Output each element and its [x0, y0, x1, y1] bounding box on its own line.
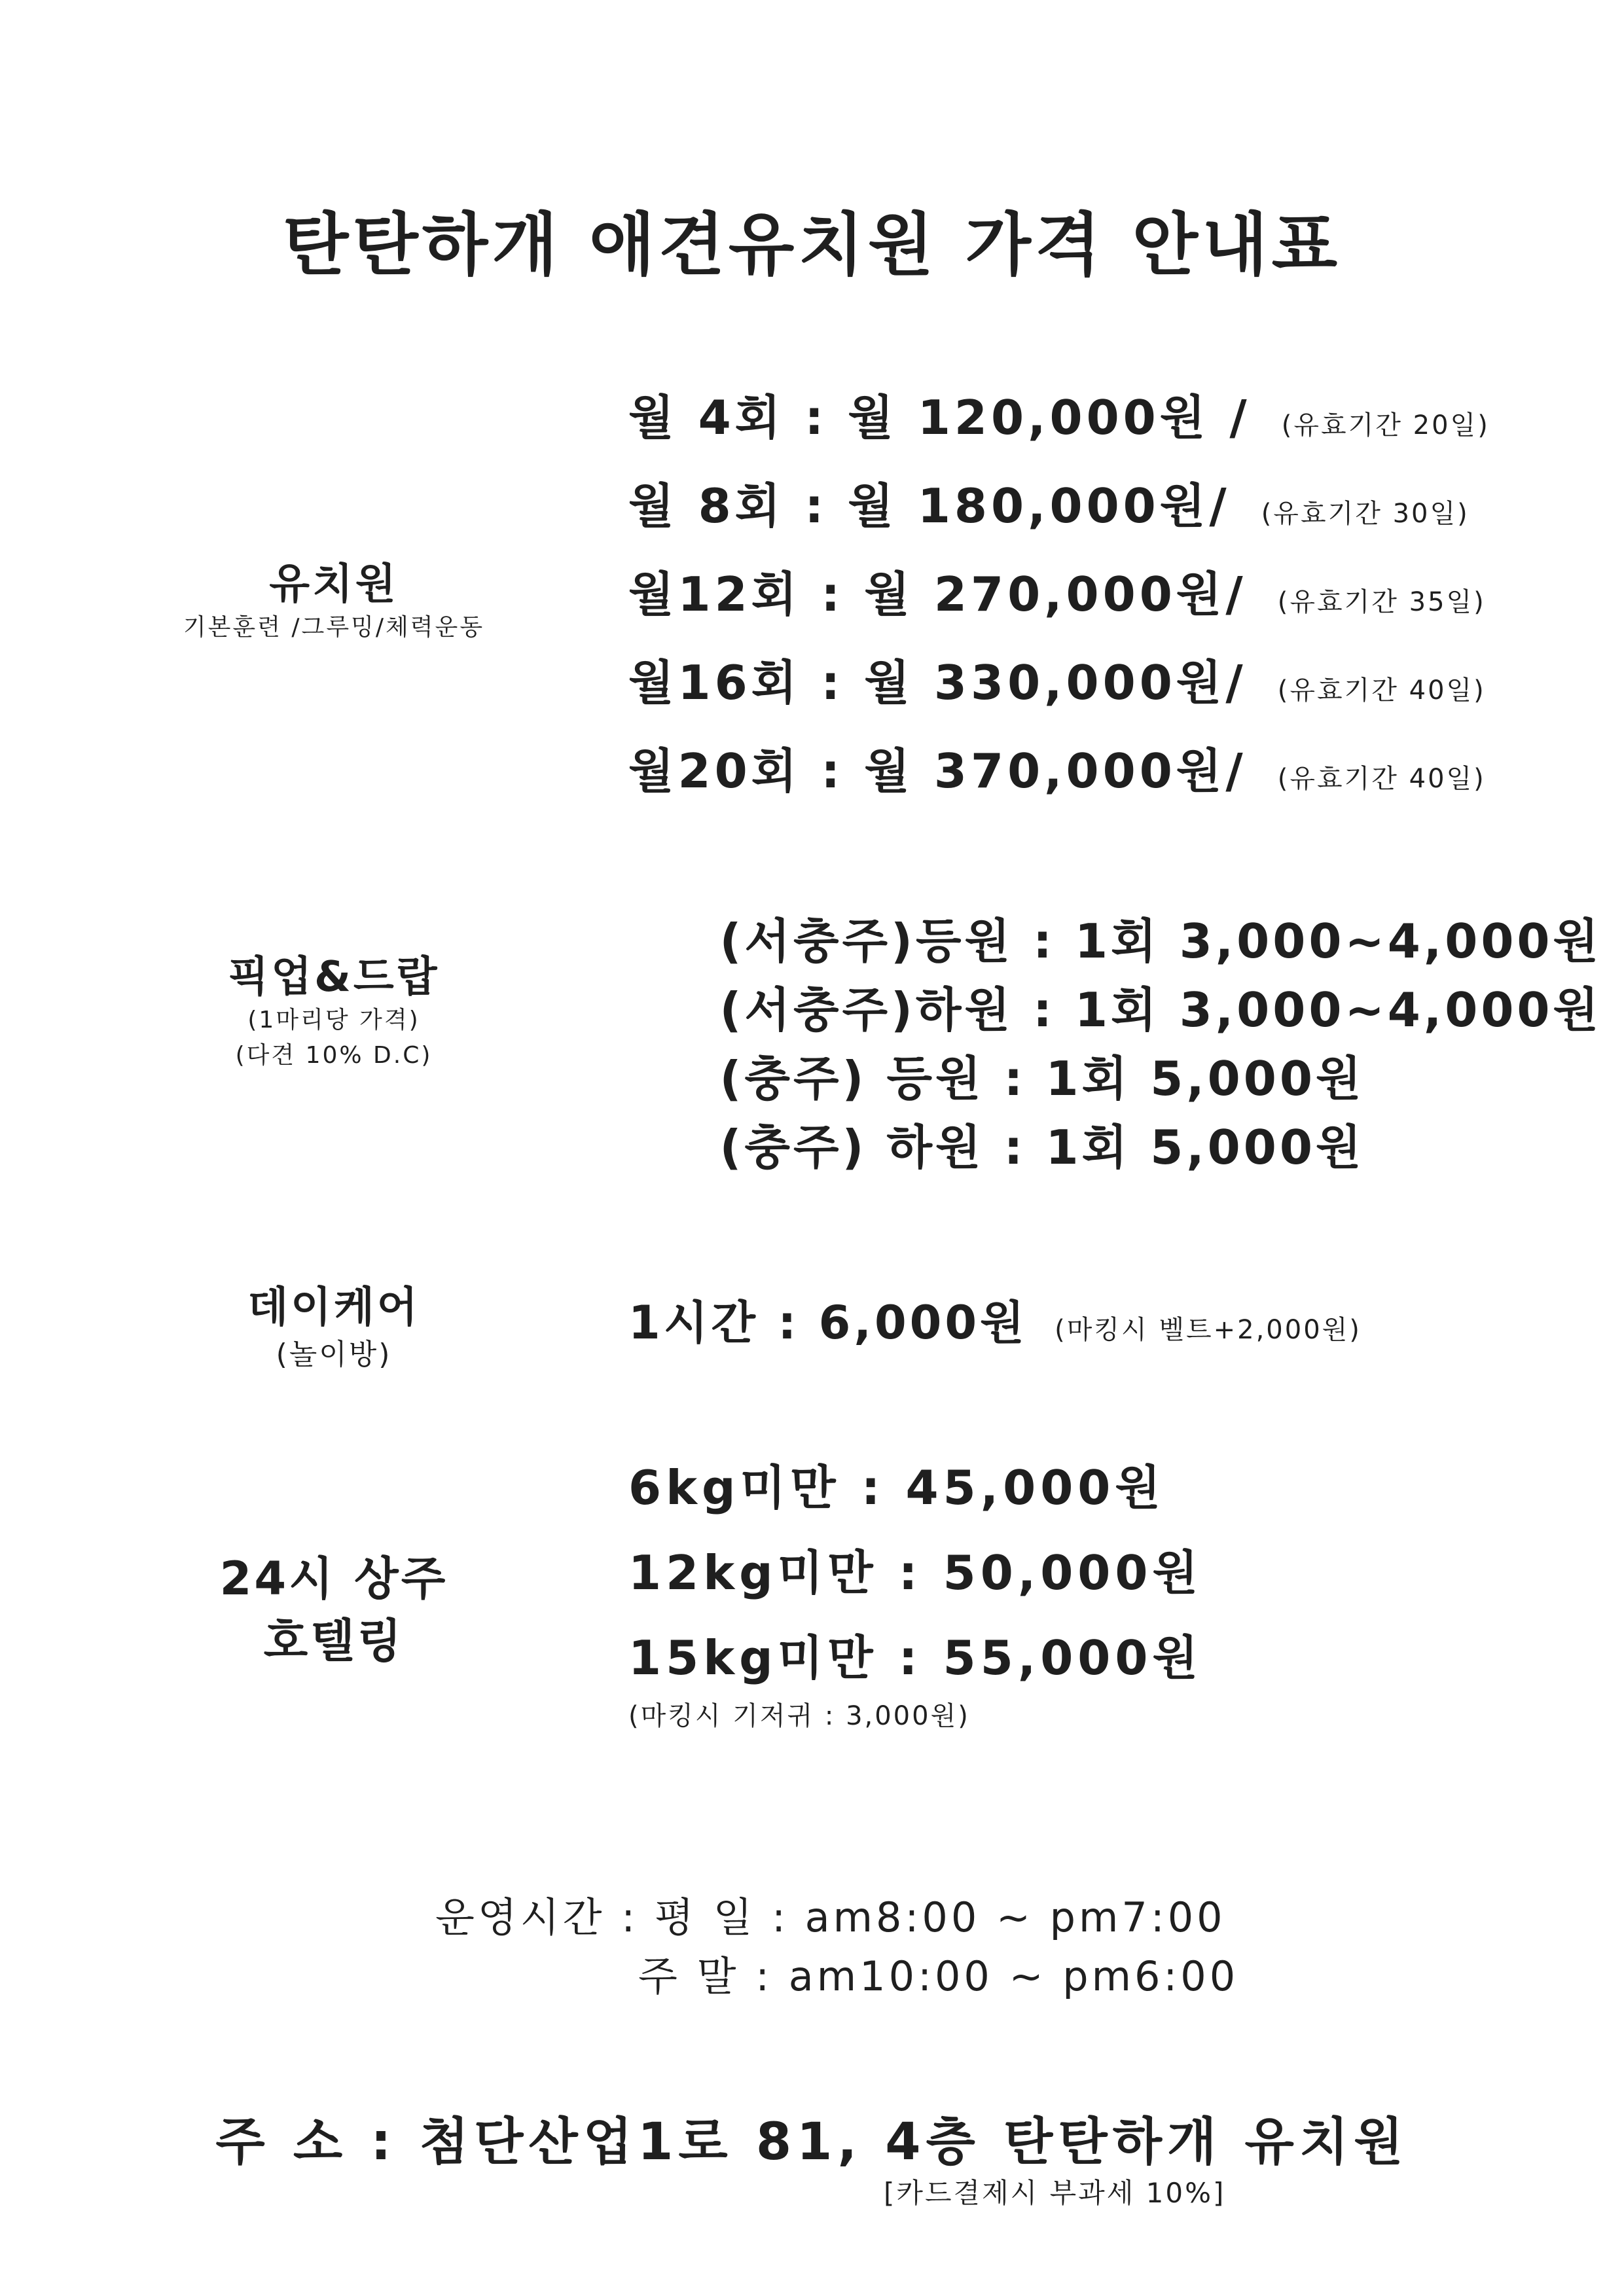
pickup-row	[0, 1041, 1624, 1109]
plan-row: 월12회 : 월 270,000원/ (유효기간 35일)	[628, 567, 1486, 622]
pickup-row-text: (충주) 등원 : 1회 5,000원	[719, 1051, 1365, 1106]
hours-weekend: 주 말 : am10:00 ~ pm6:00	[638, 1952, 1239, 2000]
plan-price: 월 180,000원/	[848, 478, 1231, 533]
kindergarten-category	[98, 560, 569, 645]
kindergarten-name: 유치원	[269, 560, 399, 609]
pickup-per-dog: (1마리당 가격)	[247, 1006, 420, 1033]
hotel-row: 12kg미만 : 50,000원	[628, 1545, 1203, 1600]
pickup-row-text: (서충주)하원 : 1회 3,000~4,000원	[719, 982, 1602, 1037]
plan-price: 월 120,000원 /	[848, 390, 1251, 445]
card-payment-note: [카드결제시 부과세 10%]	[884, 2177, 1226, 2209]
hotel-row: 6kg미만 : 45,000원	[628, 1460, 1165, 1515]
plan-sessions: 월16회	[628, 655, 801, 710]
pickup-row	[0, 903, 1624, 971]
pickup-row	[0, 972, 1624, 1040]
daycare-note: (마킹시 벨트+2,000원)	[1055, 1315, 1362, 1345]
plan-price: 월 370,000원/	[864, 744, 1247, 798]
daycare-row	[628, 1286, 1362, 1352]
plan-row: 월16회 : 월 330,000원/ (유효기간 40일)	[628, 655, 1486, 710]
hotel-note: (마킹시 기저귀 : 3,000원)	[628, 1701, 970, 1731]
kindergarten-desc: 기본훈련 /그루밍/체력운동	[183, 613, 485, 641]
plan-validity: (유효기간 40일)	[1277, 675, 1486, 706]
hotel-name-line2: 호텔링	[263, 1613, 405, 1668]
plan-validity: (유효기간 20일)	[1281, 410, 1490, 440]
plan-sessions: 월20회	[628, 744, 801, 798]
daycare-name: 데이케어	[247, 1283, 420, 1332]
plan-sessions: 월12회	[628, 567, 801, 622]
plan-validity: (유효기간 40일)	[1277, 764, 1486, 794]
plan-sessions: 월 4회	[628, 390, 785, 445]
plan-validity: (유효기간 35일)	[1277, 587, 1486, 617]
plan-row: 월20회 : 월 370,000원/ (유효기간 40일)	[628, 744, 1486, 798]
plan-price: 월 330,000원/	[864, 655, 1247, 710]
hotel-row: 15kg미만 : 55,000원	[628, 1630, 1203, 1685]
pickup-row-text: (서충주)등원 : 1회 3,000~4,000원	[719, 914, 1602, 969]
address: 주 소 : 첨단산업1로 81, 4층 탄탄하개 유치원	[215, 2113, 1409, 2172]
hotel-category	[98, 1548, 569, 1672]
plan-row: 월 8회 : 월 180,000원/ (유효기간 30일)	[628, 478, 1470, 533]
plan-validity: (유효기간 30일)	[1261, 499, 1470, 529]
pickup-discount: (다견 10% D.C)	[235, 1041, 433, 1069]
daycare-sub: (놀이방)	[276, 1337, 392, 1371]
pickup-name: 픽업&드랍	[228, 953, 440, 1001]
daycare-category	[98, 1283, 569, 1376]
hours-weekday: 운영시간 : 평 일 : am8:00 ~ pm7:00	[435, 1893, 1226, 1941]
pickup-row	[0, 1109, 1624, 1177]
plan-sessions: 월 8회	[628, 478, 785, 533]
hotel-name-line1: 24시 상주	[219, 1552, 448, 1605]
plan-price: 월 270,000원/	[864, 567, 1247, 622]
pickup-row-text: (충주) 하원 : 1회 5,000원	[719, 1120, 1365, 1175]
daycare-price: 1시간 : 6,000원	[628, 1296, 1028, 1350]
plan-row: 월 4회 : 월 120,000원 / (유효기간 20일)	[628, 390, 1490, 445]
page-title: 탄탄하개 애견유치원 가격 안내표	[282, 205, 1342, 285]
